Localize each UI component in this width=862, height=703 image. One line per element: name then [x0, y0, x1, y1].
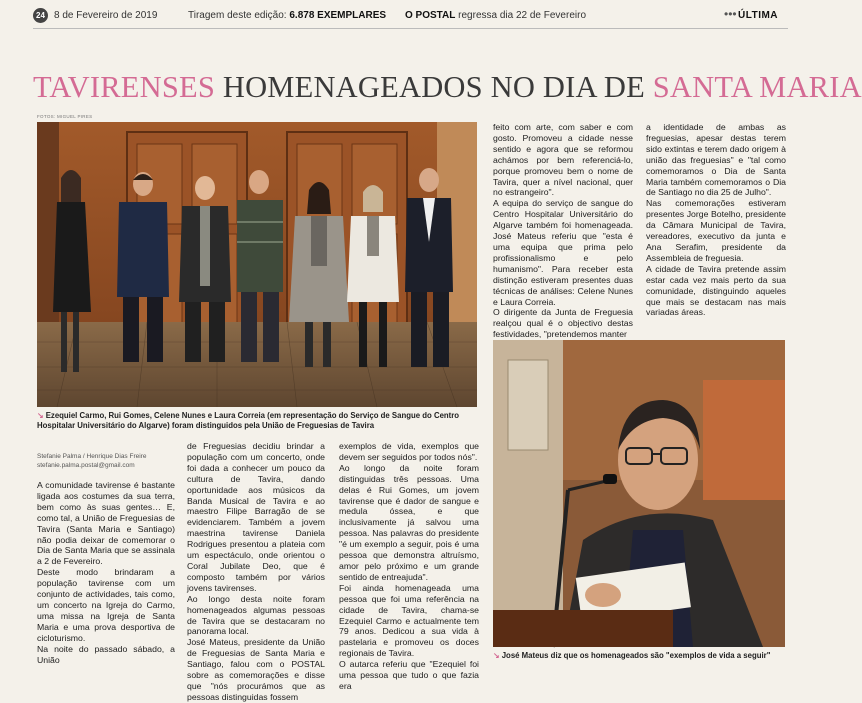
group-photo-image: [37, 122, 477, 407]
speaker-photo-image: [493, 340, 785, 647]
newspaper-name: O POSTAL: [405, 10, 456, 21]
paragraph: Ao longo da noite foram distinguidas três pessoas. Uma delas é Rui Gomes, um jovem tavirense que é dador de sangue e medula óssea, e que inclusivamente já salvou uma pessoa. Nas palavras do presidente "é um exemplo a seguir, pois é uma pessoa que demonstra altruísmo, amor pelo próximo e um grande sentido de entreajuda".: [339, 462, 479, 582]
byline-email[interactable]: stefanie.palma.postal@gmail.com: [37, 462, 135, 469]
group-photo: [37, 122, 477, 407]
print-run: [188, 10, 386, 21]
photo-credit: FOTOS: MIGUEL PIRES: [37, 114, 93, 119]
article-column-5: [646, 122, 786, 332]
print-run-value: 6.878 EXEMPLARES: [289, 10, 387, 21]
section-marker: •••: [724, 7, 737, 21]
byline-authors: Stefanie Palma / Henrique Dias Freire: [37, 453, 147, 460]
next-issue-text: regressa dia 22 de Fevereiro: [458, 10, 587, 21]
speaker-photo: [493, 340, 785, 647]
paragraph: Ao longo desta noite foram homenageados algumas pessoas de Tavira que se destacaram no panorama local.: [187, 593, 325, 637]
caption-arrow-icon: ↘: [37, 411, 44, 420]
paragraph: A cidade de Tavira pretende assim estar cada vez mais perto da sua comunidade, distinguindo aqueles que mais se destacam nas mais variadas áreas.: [646, 263, 786, 318]
article-column-4: [493, 122, 633, 340]
paragraph: O dirigente da Junta de Freguesia realçou qual é o objectivo destas festividades, "pretendemos manter: [493, 307, 633, 340]
paragraph: a identidade de ambas as freguesias, apesar destas terem sido extintas e terem dado origem à união das freguesias" e "tal como comemoramos o Dia de Santa Maria também comemoramos o Dia de Santiago no dia 25 de Julho".: [646, 122, 786, 198]
photo-caption-group: [37, 411, 477, 431]
issue-date: 8 de Fevereiro de 2019: [54, 10, 158, 21]
headline: [33, 64, 862, 110]
headline-part3: SANTA MARIA: [652, 70, 862, 104]
article-column-1: [37, 480, 175, 676]
paragraph: Deste modo brindaram a população tavirense com um conjunto de actividades, tais como, um concerto na Igreja do Carmo, uma missa na Igreja de Santa Maria e uma prova desportiva de cicloturismo.: [37, 567, 175, 643]
paragraph: feito com arte, com saber e com gosto. Promoveu a cidade nesse sentido e agora que se reformou achámos por bem referenciá-lo, porque promoveu bem o nome de Tavira, quer a nível nacional, quer no estrangeiro".: [493, 122, 633, 198]
header-rule: [33, 28, 788, 29]
article-column-2: [187, 441, 325, 702]
page-header: [0, 0, 800, 30]
page-number: 24: [33, 8, 48, 23]
paragraph: Foi ainda homenageada uma pessoa que foi uma referência na cidade de Tavira, chama-se Ezequiel Carmo e actualmente tem 79 anos. Dedicou a sua vida à pastelaria e promoveu os doces regionais de Tavira.: [339, 582, 479, 659]
print-run-label: Tiragem deste edição:: [188, 10, 287, 21]
paragraph: A comunidade tavirense é bastante ligada aos costumes da sua terra, bem como às suas gentes… E, como tal, a União de Freguesias de Tavira (Santa Maria e Santiago) não podia deixar de comemorar o Dia de Santa Maria que se assinala a 2 de Fevereiro.: [37, 480, 175, 567]
caption-text-group: Ezequiel Carmo, Rui Gomes, Celene Nunes e Laura Correia (em representação do Serviço de Sangue do Centro Hospitalar Universitário do Algarve) foram distinguidos pela União de Freguesias de Tavira: [37, 411, 460, 430]
caption-text-speaker: José Mateus diz que os homenageados são "exemplos de vida a seguir": [501, 651, 771, 660]
section-name: ÚLTIMA: [738, 10, 779, 21]
headline-part1: TAVIRENSES: [33, 70, 216, 104]
caption-arrow-icon: ↘: [493, 651, 500, 660]
next-issue-note: [405, 10, 586, 21]
byline: [37, 452, 146, 470]
paragraph: O autarca referiu que "Ezequiel foi uma pessoa que tudo o que fazia era: [339, 659, 479, 691]
photo-caption-speaker: [493, 651, 785, 661]
headline-part2: HOMENAGEADOS NO DIA DE: [215, 70, 653, 104]
paragraph: exemplos de vida, exemplos que devem ser seguidos por todos nós".: [339, 441, 479, 462]
paragraph: Na noite do passado sábado, a União: [37, 643, 175, 665]
paragraph: de Freguesias decidiu brindar a população com um concerto, onde foi dada a conhecer um pouco da cultura de Tavira, dando oportunidade aos músicos da Banda Musical de Tavira e ao maestro Filipe Barragão de se evidenciarem. Também a jovem maestrina tavirense Daniela Rodrigues presentou a plateia com um espectáculo, onde orientou o Coral Jubilate Deo, que é composto também por vários jovens tavirenses.: [187, 441, 325, 593]
article-column-3: [339, 441, 479, 691]
paragraph: José Mateus, presidente da União de Freguesias de Santa Maria e Santiago, falou com o POSTAL sobre as comemorações e disse que "nós procurámos que as pessoas distinguidas fossem: [187, 637, 325, 702]
paragraph: A equipa do serviço de sangue do Centro Hospitalar Universitário do Algarve também foi homenageada. José Mateus referiu que "esta é uma equipa que prima pelo profissionalismo e pelo humanismo". Para receber esta distinção estiveram presentes duas técnicas de análises: Celene Nunes e Laura Correia.: [493, 198, 633, 307]
paragraph: Nas comemorações estiveram presentes Jorge Botelho, presidente da Câmara Municipal de Tavira, vereadores, executivo da junta e Ana Serafim, presidente da Assembleia de freguesia.: [646, 198, 786, 263]
